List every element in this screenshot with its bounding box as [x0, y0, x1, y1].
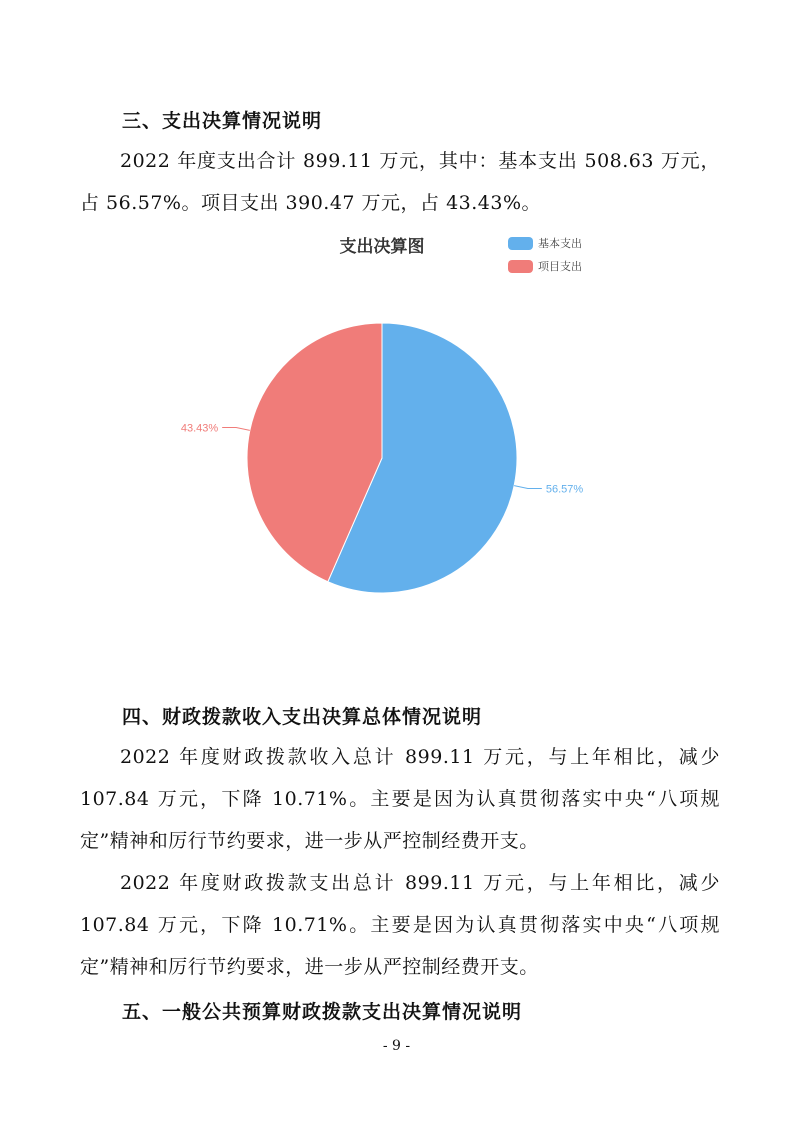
pie-leader-line-2	[222, 427, 250, 430]
legend-label-1: 基本支出	[538, 238, 582, 250]
section3-paragraph: 2022 年度支出合计 899.11 万元，其中：基本支出 508.63 万元，占 56.57%。项目支出 390.47 万元，占 43.43%。	[80, 150, 720, 214]
section4-paragraph-expenditure: 2022 年度财政拨款支出总计 899.11 万元，与上年相比，减少 107.84 万元，下降 10.71%。主要是因为认真贯彻落实中央“八项规定”精神和厉行节约要求，进一步从严控制经费开支。	[80, 872, 720, 978]
legend-swatch-2	[508, 260, 533, 273]
pie-data-label-2: 43.43%	[180, 422, 219, 435]
legend-swatch-1	[508, 237, 533, 250]
page-number: - 9 -	[382, 1038, 411, 1054]
pie-leader-line-1	[514, 486, 542, 489]
pie-data-label-1: 56.57%	[545, 483, 584, 496]
section3-heading: 三、支出决算情况说明	[122, 110, 323, 132]
chart-legend	[508, 236, 582, 273]
pie-slices	[247, 323, 517, 593]
legend-label-2: 项目支出	[538, 261, 582, 273]
section4-paragraph-income: 2022 年度财政拨款收入总计 899.11 万元，与上年相比，减少 107.84 万元，下降 10.71%。主要是因为认真贯彻落实中央“八项规定”精神和厉行节约要求，进一步从严控制经费开支。	[80, 746, 720, 852]
section4-heading: 四、财政拨款收入支出决算总体情况说明	[122, 706, 483, 728]
chart-title: 支出决算图	[339, 237, 425, 256]
section5-heading: 五、一般公共预算财政拨款支出决算情况说明	[122, 1001, 523, 1023]
